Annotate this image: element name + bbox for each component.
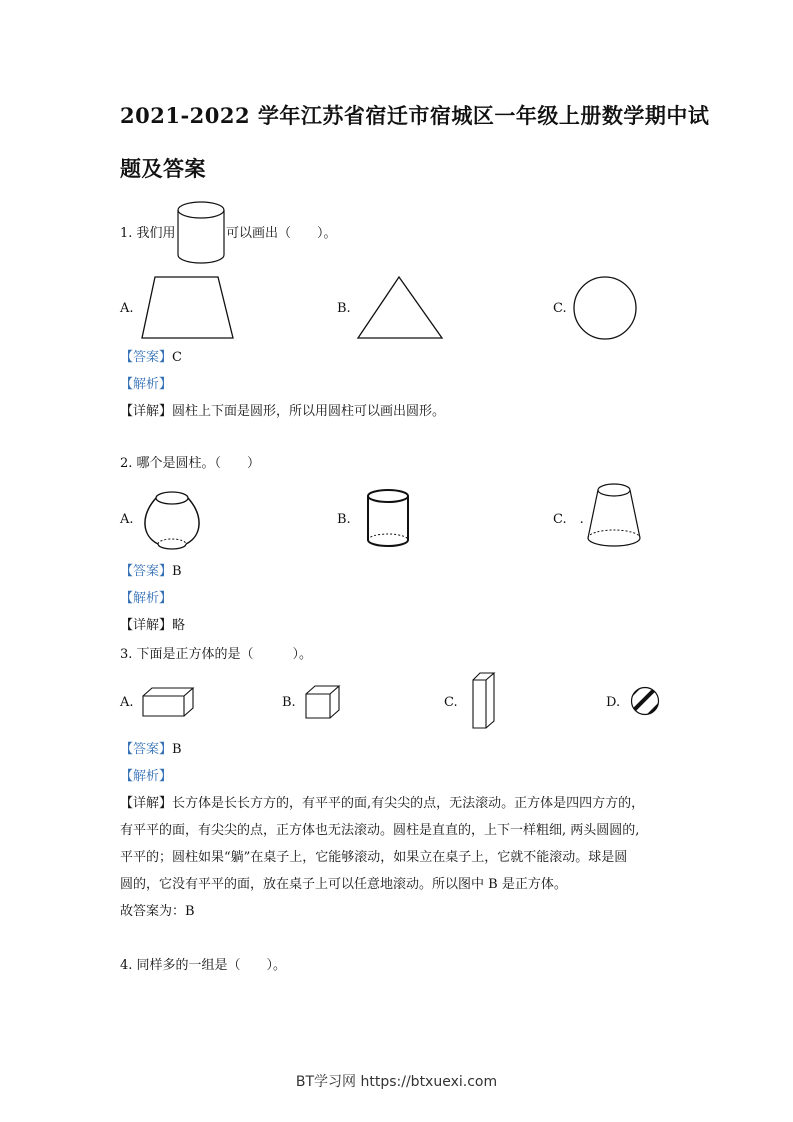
q2-answer: 【答案】B: [120, 564, 182, 579]
q2-option-b-label: B.: [337, 512, 351, 527]
q3-option-c-label: C.: [444, 695, 458, 710]
document-title-line2: 题及答案: [120, 156, 206, 181]
q3-analysis-heading: 【解析】: [120, 769, 173, 784]
q3-option-b-label: B.: [282, 695, 296, 710]
q2-barrel-figure: [146, 488, 198, 554]
document-title-line1: 2021-2022 学年江苏省宿迁市宿城区一年级上册数学期中试: [120, 103, 710, 128]
q1-option-c-label: C.: [553, 301, 567, 316]
q1-option-b-label: B.: [337, 301, 351, 316]
q2-stem: 2. 哪个是圆柱。（ ）: [120, 456, 261, 471]
q3-cube-figure: [305, 685, 343, 719]
q3-detail-paragraph: [120, 790, 665, 925]
q3-final-answer: 故答案为：B: [120, 904, 195, 919]
footer-watermark: BT学习网 https://btxuexi.com: [295, 1074, 498, 1090]
q3-detail-line-1: 【详解】长方体是长长方方的，有平平的面,有尖尖的点，无法滚动。正方体是四四方方的，: [120, 796, 645, 811]
q3-cuboid-figure: [142, 686, 194, 718]
q2-cylinder-figure: [366, 488, 412, 550]
q3-answer: 【答案】B: [120, 742, 182, 757]
q3-detail-line-2: 有平平的面，有尖尖的点，正方体也无法滚动。圆柱是直直的，上下一样粗细, 两头圆圆的,: [120, 823, 640, 838]
q1-trapezoid-figure: [140, 275, 236, 341]
q1-cylinder-figure: [176, 200, 226, 266]
q1-detail: 【详解】圆柱上下面是圆形，所以用圆柱可以画出圆形。: [120, 404, 446, 419]
q3-tall-prism-figure: [472, 672, 496, 730]
q3-option-a-label: A.: [120, 695, 134, 710]
q1-stem-start: 1. 我们用: [120, 226, 176, 241]
q1-stem-end: 可以画出（ ）。: [226, 226, 337, 241]
q3-stem: 3. 下面是正方体的是（ ）。: [120, 647, 313, 662]
q1-option-a-label: A.: [120, 301, 134, 316]
q1-circle-figure: [572, 275, 638, 341]
q2-frustum-figure: [586, 482, 642, 552]
q4-stem: 4. 同样多的一组是（ ）。: [120, 958, 287, 973]
q2-option-a-label: A.: [120, 512, 134, 527]
q1-triangle-figure: [356, 275, 444, 341]
q2-option-c-label: C. .: [553, 512, 584, 527]
q1-answer: 【答案】C: [120, 350, 182, 365]
q2-detail: 【详解】略: [120, 618, 186, 633]
q1-analysis-heading: 【解析】: [120, 377, 173, 392]
q2-analysis-heading: 【解析】: [120, 591, 173, 606]
q3-option-d-label: D.: [606, 695, 621, 710]
q3-detail-line-4: 圆的，它没有平平的面，放在桌子上可以任意地滚动。所以图中 B 是正方体。: [120, 877, 567, 892]
q3-detail-line-3: 平平的；圆柱如果“躺”在桌子上，它能够滚动，如果立在桌子上，它就不能滚动。球是圆: [120, 850, 628, 865]
q3-striped-ball-figure: [630, 686, 660, 716]
